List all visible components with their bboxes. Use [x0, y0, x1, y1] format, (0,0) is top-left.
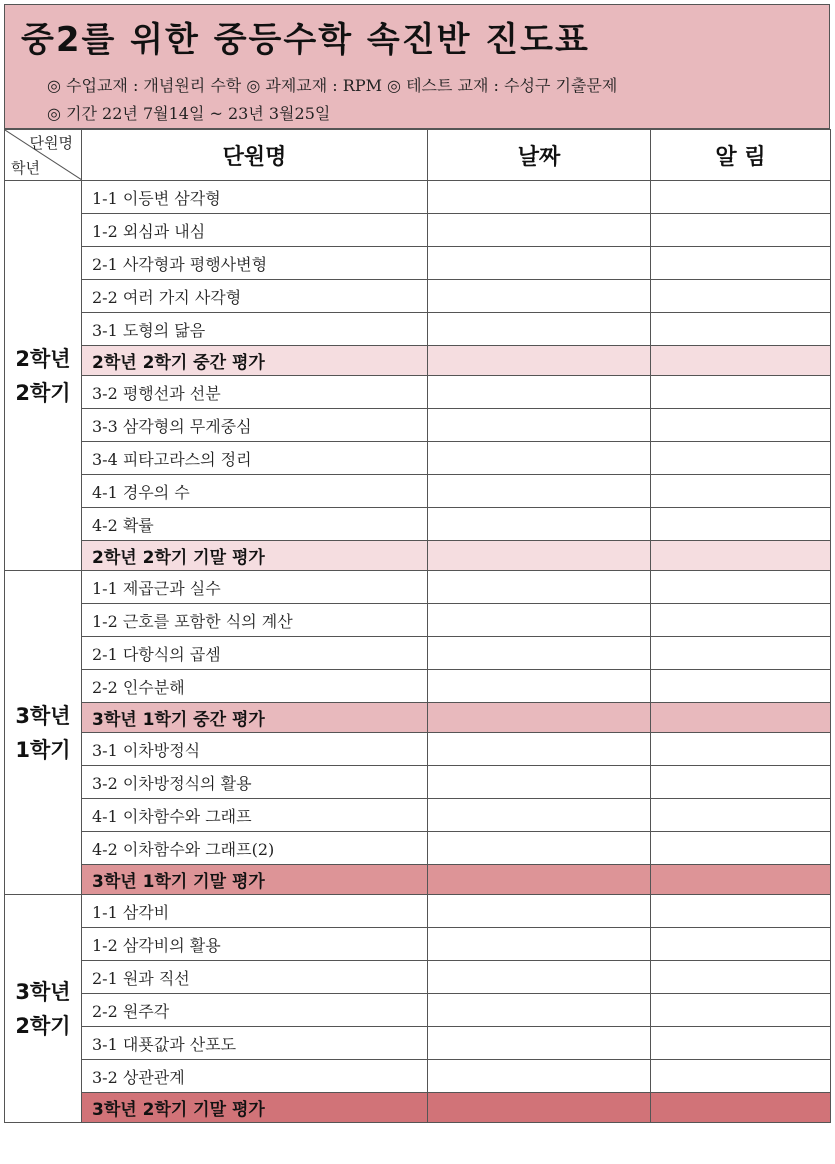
table-row	[5, 181, 831, 214]
notice-cell[interactable]	[651, 895, 831, 928]
unit-name: 2-1 사각형과 평행사변형	[82, 247, 428, 280]
date-cell[interactable]	[428, 799, 651, 832]
notice-cell[interactable]	[651, 994, 831, 1027]
date-cell[interactable]	[428, 280, 651, 313]
term-label: 2학기	[15, 1013, 71, 1038]
table-row	[5, 928, 831, 961]
unit-name: 2-2 인수분해	[82, 670, 428, 703]
date-cell[interactable]	[428, 214, 651, 247]
term-label: 1학기	[15, 737, 71, 762]
notice-cell[interactable]	[651, 670, 831, 703]
table-row	[5, 832, 831, 865]
unit-name: 4-2 이차함수와 그래프(2)	[82, 832, 428, 865]
date-cell[interactable]	[428, 865, 651, 895]
date-cell[interactable]	[428, 637, 651, 670]
date-cell[interactable]	[428, 670, 651, 703]
unit-name: 1-2 외심과 내심	[82, 214, 428, 247]
table-row	[5, 799, 831, 832]
unit-name: 3-4 피타고라스의 정리	[82, 442, 428, 475]
notice-cell[interactable]	[651, 214, 831, 247]
period-info: ◎ 기간 22년 7월14일 ~ 23년 3월25일	[47, 104, 331, 123]
date-cell[interactable]	[428, 376, 651, 409]
unit-name: 3-1 도형의 닮음	[82, 313, 428, 346]
unit-name: 3-2 상관관계	[82, 1060, 428, 1093]
unit-name: 2-1 원과 직선	[82, 961, 428, 994]
exam-row	[5, 346, 831, 376]
table-row	[5, 766, 831, 799]
header-banner	[4, 4, 830, 129]
unit-name: 1-1 제곱근과 실수	[82, 571, 428, 604]
notice-cell[interactable]	[651, 541, 831, 571]
unit-name: 1-2 삼각비의 활용	[82, 928, 428, 961]
date-cell[interactable]	[428, 571, 651, 604]
unit-name: 2-1 다항식의 곱셈	[82, 637, 428, 670]
exam-label: 2학년 2학기 기말 평가	[82, 541, 428, 571]
table-row	[5, 280, 831, 313]
date-cell[interactable]	[428, 994, 651, 1027]
notice-cell[interactable]	[651, 865, 831, 895]
unit-name: 2-2 원주각	[82, 994, 428, 1027]
notice-cell[interactable]	[651, 247, 831, 280]
notice-cell[interactable]	[651, 1060, 831, 1093]
unit-name: 3-3 삼각형의 무게중심	[82, 409, 428, 442]
unit-name: 1-2 근호를 포함한 식의 계산	[82, 604, 428, 637]
notice-cell[interactable]	[651, 376, 831, 409]
corner-header-cell	[5, 130, 82, 181]
date-cell[interactable]	[428, 1027, 651, 1060]
progress-sheet	[4, 4, 830, 1123]
notice-cell[interactable]	[651, 346, 831, 376]
notice-cell[interactable]	[651, 703, 831, 733]
notice-cell[interactable]	[651, 313, 831, 346]
grade-term-cell	[5, 571, 82, 895]
unit-name: 3-1 대푯값과 산포도	[82, 1027, 428, 1060]
date-cell[interactable]	[428, 766, 651, 799]
notice-cell[interactable]	[651, 733, 831, 766]
schedule-body	[5, 181, 831, 1123]
unit-name: 4-1 경우의 수	[82, 475, 428, 508]
table-row	[5, 442, 831, 475]
unit-name: 4-1 이차함수와 그래프	[82, 799, 428, 832]
unit-name: 3-2 평행선과 선분	[82, 376, 428, 409]
notice-cell[interactable]	[651, 799, 831, 832]
unit-name: 2-2 여러 가지 사각형	[82, 280, 428, 313]
date-cell[interactable]	[428, 928, 651, 961]
table-row	[5, 1060, 831, 1093]
notice-cell[interactable]	[651, 604, 831, 637]
unit-name: 3-1 이차방정식	[82, 733, 428, 766]
date-cell[interactable]	[428, 313, 651, 346]
exam-row	[5, 865, 831, 895]
textbook-info: ◎ 수업교재 : 개념원리 수학 ◎ 과제교재 : RPM ◎ 테스트 교재 : 수성구 기출문제	[47, 76, 618, 95]
table-row	[5, 214, 831, 247]
notice-cell[interactable]	[651, 1093, 831, 1123]
date-cell[interactable]	[428, 346, 651, 376]
exam-label: 3학년 1학기 중간 평가	[82, 703, 428, 733]
page-title: 중2를 위한 중등수학 속진반 진도표	[21, 20, 590, 60]
table-row	[5, 1027, 831, 1060]
schedule-table	[4, 129, 831, 1123]
exam-label: 3학년 2학기 기말 평가	[82, 1093, 428, 1123]
unit-name: 4-2 확률	[82, 508, 428, 541]
table-row	[5, 571, 831, 604]
date-cell[interactable]	[428, 1093, 651, 1123]
notice-cell[interactable]	[651, 571, 831, 604]
table-row	[5, 409, 831, 442]
notice-cell[interactable]	[651, 637, 831, 670]
date-cell[interactable]	[428, 703, 651, 733]
date-cell[interactable]	[428, 1060, 651, 1093]
exam-label: 2학년 2학기 중간 평가	[82, 346, 428, 376]
term-label: 2학기	[15, 380, 71, 405]
table-row	[5, 376, 831, 409]
table-row	[5, 247, 831, 280]
table-row	[5, 895, 831, 928]
table-row	[5, 637, 831, 670]
column-header-notice: 알 림	[651, 130, 831, 181]
column-header-unit: 단원명	[82, 130, 428, 181]
notice-cell[interactable]	[651, 928, 831, 961]
date-cell[interactable]	[428, 508, 651, 541]
notice-cell[interactable]	[651, 280, 831, 313]
exam-label: 3학년 1학기 기말 평가	[82, 865, 428, 895]
date-cell[interactable]	[428, 442, 651, 475]
table-row	[5, 604, 831, 637]
notice-cell[interactable]	[651, 181, 831, 214]
table-row	[5, 475, 831, 508]
grade-term-cell	[5, 181, 82, 571]
corner-unit-label: 단원명	[29, 134, 73, 152]
grade-label: 2학년	[15, 346, 71, 371]
unit-name: 1-1 이등변 삼각형	[82, 181, 428, 214]
date-cell[interactable]	[428, 832, 651, 865]
exam-row	[5, 1093, 831, 1123]
unit-name: 1-1 삼각비	[82, 895, 428, 928]
table-row	[5, 670, 831, 703]
date-cell[interactable]	[428, 247, 651, 280]
notice-cell[interactable]	[651, 409, 831, 442]
unit-name: 3-2 이차방정식의 활용	[82, 766, 428, 799]
grade-label: 3학년	[15, 979, 71, 1004]
exam-row	[5, 541, 831, 571]
notice-cell[interactable]	[651, 832, 831, 865]
grade-label: 3학년	[15, 703, 71, 728]
date-cell[interactable]	[428, 181, 651, 214]
date-cell[interactable]	[428, 961, 651, 994]
table-row	[5, 961, 831, 994]
grade-term-cell	[5, 895, 82, 1123]
notice-cell[interactable]	[651, 961, 831, 994]
notice-cell[interactable]	[651, 766, 831, 799]
date-cell[interactable]	[428, 895, 651, 928]
date-cell[interactable]	[428, 733, 651, 766]
notice-cell[interactable]	[651, 508, 831, 541]
column-header-date: 날짜	[428, 130, 651, 181]
date-cell[interactable]	[428, 475, 651, 508]
notice-cell[interactable]	[651, 442, 831, 475]
table-row	[5, 994, 831, 1027]
table-row	[5, 508, 831, 541]
date-cell[interactable]	[428, 604, 651, 637]
date-cell[interactable]	[428, 409, 651, 442]
date-cell[interactable]	[428, 541, 651, 571]
notice-cell[interactable]	[651, 475, 831, 508]
table-row	[5, 313, 831, 346]
notice-cell[interactable]	[651, 1027, 831, 1060]
corner-grade-label: 학년	[11, 159, 40, 177]
exam-row	[5, 703, 831, 733]
table-row	[5, 733, 831, 766]
